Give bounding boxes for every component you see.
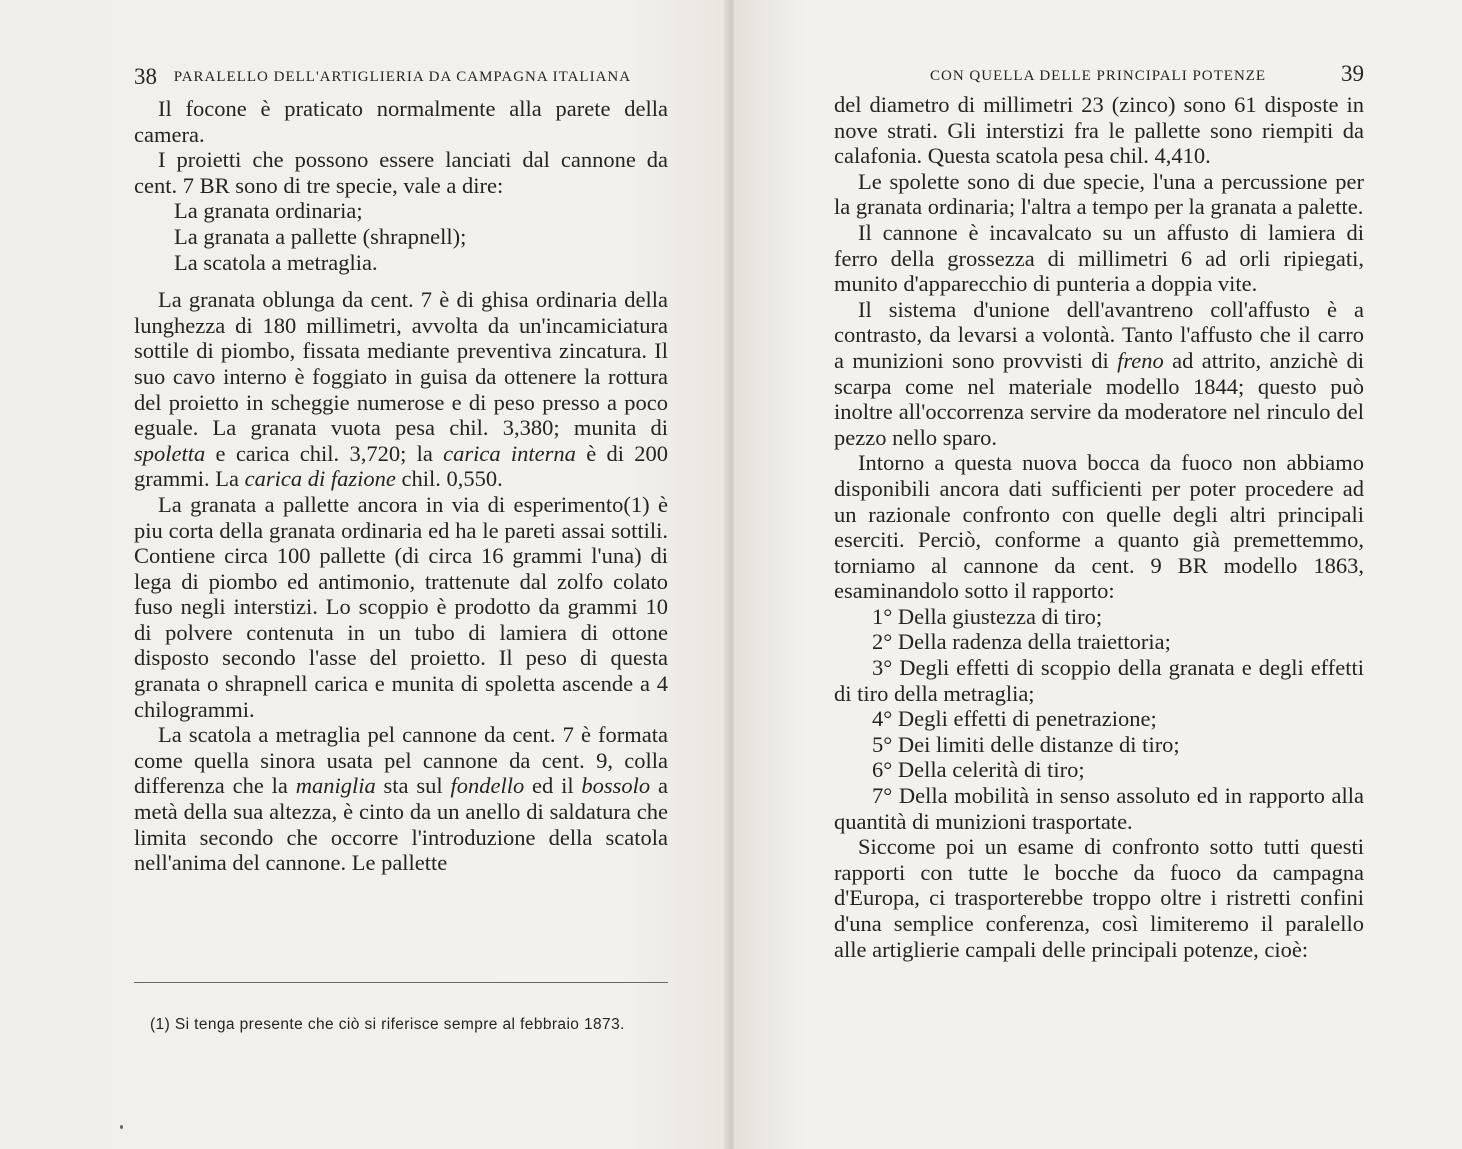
italic-term: carica di fazione (244, 466, 396, 492)
text-span: ed il (532, 773, 574, 799)
text-span: chil. 0,550. (401, 466, 503, 492)
text-span: Il sistema d'unione dell'avantreno coll'affusto è a contrasto, da levarsi a volontà. Tanto l'affusto che il carro a munizioni sono provvisti di (834, 296, 1364, 373)
italic-term: bossolo (581, 773, 651, 799)
list-item: La granata a pallette (shrapnell); (174, 223, 467, 249)
paragraph-spolette: Le spolette sono di due specie, l'una a percussione per la granata ordinaria; l'altra a tempo per la granata a palette. (834, 168, 1364, 220)
list-item: 6° Della celerità di tiro; (872, 757, 1085, 783)
paragraph-proietti: I proietti che possono essere lanciati dal cannone da cent. 7 BR sono di tre specie, vale a dire: (134, 147, 668, 198)
text-span: e carica chil. 3,720; la (215, 440, 433, 466)
projectile-list (134, 198, 668, 275)
text-span: La granata oblunga da cent. 7 è di ghisa ordinaria della lunghezza di 180 millimetri, avvolta da un'incamiciatura sottile di piombo, fissata mediante preventiva zincatura. Il suo cavo interno è foggiato in guisa da ottenere la rottura del proietto in scheggie numerose e di peso presso a poco eguale. La granata vuota pesa chil. 3,380; munita di (134, 287, 668, 441)
enumeration-list (834, 604, 1364, 834)
list-item: La scatola a metraglia. (174, 249, 378, 275)
paragraph-focone: Il focone è praticato normalmente alla parete della camera. (134, 96, 668, 147)
paragraph-intorno: Intorno a questa nuova bocca da fuoco non abbiamo disponibili ancora dati sufficienti per poter procedere ad un razionale confronto con quelle degli altri principali eserciti. Perciò, conforme a quanto già premettemmo, torniamo al cannone da cent. 9 BR modello 1863, esaminandolo sotto il rapporto: (834, 450, 1364, 604)
list-item: 1° Della giustezza di tiro; (872, 603, 1103, 629)
paragraph-sistema (834, 297, 1364, 451)
text-span: a metà della sua altezza, è cinto da un anello di saldatura che limita secondo che occorre l'introduzione della scatola nell'anima del cannone. Le pallette (134, 773, 669, 876)
right-running-title: CON QUELLA DELLE PRINCIPALI POTENZE (930, 68, 1267, 84)
left-page-number: 38 (134, 64, 157, 89)
italic-term: fondello (450, 773, 525, 799)
italic-term: spoletta (134, 440, 206, 466)
list-item: 3° Degli effetti di scoppio della granata e degli effetti di tiro della metraglia; (834, 655, 1364, 706)
paragraph-siccome: Siccome poi un esame di confronto sotto tutti questi rapporti con tutte le bocche da fuoco da campagna d'Europa, ci trasporterebbe troppo oltre i ristretti confini d'una semplice conferenza, così limiteremo il paralello alle artiglierie campali delle principali potenze, cioè: (834, 834, 1364, 962)
left-body-text (134, 96, 668, 876)
paper-speck (120, 1125, 123, 1129)
left-running-title: PARALELLO DELL'ARTIGLIERIA DA CAMPAGNA ITALIANA (173, 69, 632, 85)
italic-term: freno (1117, 347, 1164, 373)
right-page (734, 0, 1462, 1149)
right-body-text (834, 92, 1364, 962)
left-running-head (134, 64, 674, 88)
paragraph-granata-ordinaria (134, 287, 668, 492)
left-page (0, 0, 728, 1149)
list-item: 5° Dei limiti delle distanze di tiro; (872, 731, 1180, 757)
text-span: sta sul (383, 773, 443, 799)
text-span: ad attrito, anzichè di scarpa come nel materiale modello 1844; questo può inoltre all'occorrenza servire da moderatore nel rinculo del pezzo nello sparo. (834, 347, 1365, 450)
list-item: 7° Della mobilità in senso assoluto ed in rapporto alla quantità di munizioni trasportate. (834, 783, 1364, 834)
paragraph-continued: del diametro di millimetri 23 (zinco) sono 61 disposte in nove strati. Gli interstizi fra le pallette sono riempiti da calafonia. Questa scatola pesa chil. 4,410. (834, 92, 1364, 169)
paragraph-affusto: Il cannone è incavalcato su un affusto di lamiera di ferro della grossezza di millimetri 6 ad orli ripiegati, munito d'apparecchio di punteria a doppia vite. (834, 219, 1364, 297)
list-item: 4° Degli effetti di penetrazione; (872, 706, 1157, 732)
paragraph-scatola-metraglia (134, 722, 668, 876)
text-span: è di 200 grammi. La (134, 440, 669, 492)
list-item: 2° Della radenza della traiettoria; (872, 629, 1171, 655)
paragraph-granata-pallette: La granata a pallette ancora in via di esperimento(1) è piu corta della granata ordinaria ed ha le pareti assai sottili. Contiene circa 100 pallette (di circa 16 grammi l'una) di lega di piombo ed antimonio, trattenute dal zolfo colato fuso negli interstizi. Lo scoppio è prodotto da grammi 10 di polvere contenuta in un tubo di lamiera di ottone disposto secondo l'asse del proietto. Il peso di questa granata o shrapnell carica e munita di spoletta ascende a 4 chilogrammi. (134, 491, 668, 722)
right-page-number: 39 (1341, 61, 1364, 86)
italic-term: maniglia (295, 773, 376, 799)
footnote: (1) Si tenga presente che ciò si riferisce sempre al febbraio 1873. (150, 1016, 625, 1033)
text-span: La scatola a metraglia pel cannone da cent. 7 è formata come quella sinora usata pel cannone da cent. 9, colla differenza che la (134, 722, 668, 799)
list-item: La granata ordinaria; (174, 198, 363, 224)
italic-term: carica interna (443, 440, 576, 466)
footnote-rule (134, 982, 668, 983)
right-running-head (834, 61, 1364, 88)
